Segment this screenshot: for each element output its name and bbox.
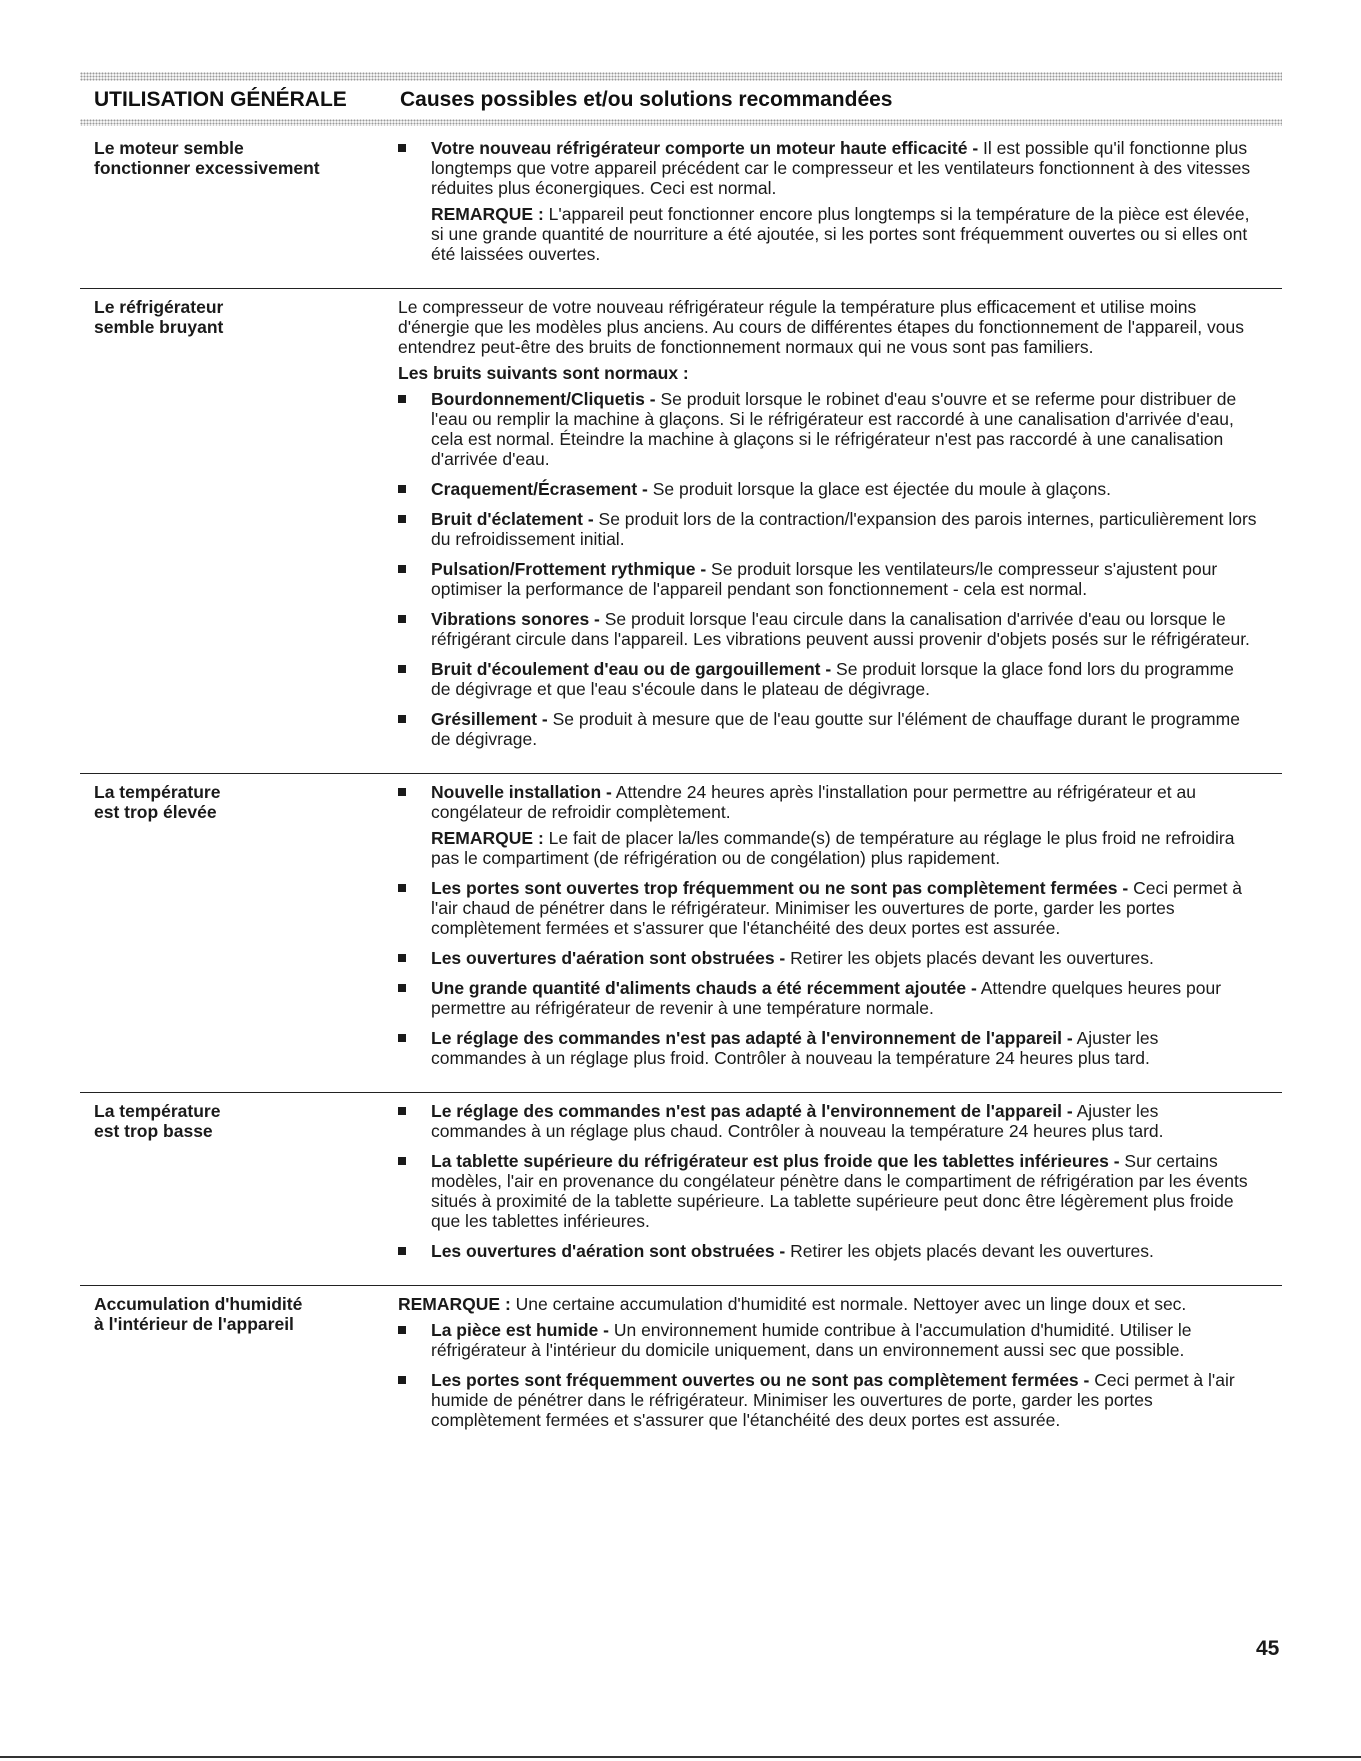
solution-item bbox=[398, 389, 1258, 469]
solutions-cell bbox=[398, 297, 1258, 759]
item-text: Attendre quelques heures pour permettre au réfrigérateur de revenir à une température normale. bbox=[431, 978, 1222, 1018]
square-bullet-icon bbox=[398, 515, 406, 523]
square-bullet-icon bbox=[398, 884, 406, 892]
solution-item bbox=[398, 878, 1258, 938]
item-text: Un environnement humide contribue à l'accumulation d'humidité. Utiliser le réfrigérateur à l'intérieur du domicile uniquement, dans un environnement aussi sec que possible. bbox=[431, 1320, 1192, 1360]
solutions-cell bbox=[398, 1294, 1258, 1440]
solutions-cell bbox=[398, 782, 1258, 1078]
solutions-cell bbox=[398, 1101, 1258, 1271]
solution-item bbox=[398, 948, 1258, 968]
item-text: Se produit lorsque la glace est éjectée du moule à glaçons. bbox=[647, 479, 1111, 499]
square-bullet-icon bbox=[398, 395, 406, 403]
item-heading: Le réglage des commandes n'est pas adapté à l'environnement de l'appareil - bbox=[431, 1101, 1073, 1121]
item-heading: Bruit d'écoulement d'eau ou de gargouillement - bbox=[431, 659, 832, 679]
item-text: Se produit lorsque le robinet d'eau s'ouvre et se referme pour distribuer de l'eau ou remplir la machine à glaçons. Si le réfrigérateur est raccordé à une canalisation d'arrivée d'eau, cela est normal. Éteindre la machine à glaçons si le réfrigérateur n'est pas raccordé à une canalisation d'arrivée d'eau. bbox=[431, 389, 1237, 469]
square-bullet-icon bbox=[398, 954, 406, 962]
problem-title: Accumulation d'humidité à l'intérieur de l'appareil bbox=[94, 1294, 303, 1334]
item-heading: Les ouvertures d'aération sont obstruées - bbox=[431, 1241, 786, 1261]
item-text: Il est possible qu'il fonctionne plus longtemps que votre appareil précédent car le compresseur et les ventilateurs fonctionnent à des vitesses réduites plus éconergiques. Ceci est normal. bbox=[431, 138, 1251, 198]
problem-row bbox=[80, 138, 1282, 288]
square-bullet-icon bbox=[398, 615, 406, 623]
subheading: Les bruits suivants sont normaux : bbox=[398, 363, 689, 383]
item-text: Une certaine accumulation d'humidité est normale. Nettoyer avec un linge doux et sec. bbox=[510, 1294, 1187, 1314]
solution-item bbox=[398, 1241, 1258, 1261]
remark-note bbox=[398, 204, 1258, 264]
item-heading: Une grande quantité d'aliments chauds a été récemment ajoutée - bbox=[431, 978, 977, 998]
solution-item bbox=[398, 659, 1258, 699]
item-text: Sur certains modèles, l'air en provenance du congélateur pénètre dans le compartiment de réfrigération par les évents situés à proximité de la tablette supérieure. La tablette supérieure peut donc être légèrement plus froide que les tablettes inférieures. bbox=[431, 1151, 1248, 1231]
item-heading: Bruit d'éclatement - bbox=[431, 509, 594, 529]
problem-row bbox=[80, 773, 1282, 1092]
solution-item bbox=[398, 1320, 1258, 1360]
item-heading: Vibrations sonores - bbox=[431, 609, 600, 629]
item-text: Se produit lorsque l'eau circule dans la canalisation d'arrivée d'eau ou lorsque le réfrigérant circule dans l'appareil. Les vibrations peuvent aussi provenir d'objets posés sur le réfrigérateur. bbox=[431, 609, 1250, 649]
item-heading: La pièce est humide - bbox=[431, 1320, 609, 1340]
square-bullet-icon bbox=[398, 144, 406, 152]
item-heading: Pulsation/Frottement rythmique - bbox=[431, 559, 707, 579]
solution-item bbox=[398, 709, 1258, 749]
item-text: Se produit lors de la contraction/l'expansion des parois internes, particulièrement lors du refroidissement initial. bbox=[431, 509, 1257, 549]
item-text: Se produit à mesure que de l'eau goutte sur l'élément de chauffage durant le programme de dégivrage. bbox=[431, 709, 1240, 749]
paragraph bbox=[398, 297, 1258, 357]
item-heading: REMARQUE : bbox=[431, 828, 544, 848]
page-bottom-rule bbox=[0, 1756, 1361, 1758]
item-text: Attendre 24 heures après l'installation pour permettre au réfrigérateur et au congélateur de refroidir complètement. bbox=[431, 782, 1196, 822]
item-heading: Nouvelle installation - bbox=[431, 782, 612, 802]
item-text: Retirer les objets placés devant les ouvertures. bbox=[785, 1241, 1154, 1261]
square-bullet-icon bbox=[398, 984, 406, 992]
header-top-rule bbox=[80, 72, 1282, 81]
item-heading: REMARQUE : bbox=[431, 204, 544, 224]
square-bullet-icon bbox=[398, 565, 406, 573]
solution-item bbox=[398, 978, 1258, 1018]
item-heading: Votre nouveau réfrigérateur comporte un moteur haute efficacité - bbox=[431, 138, 979, 158]
paragraph bbox=[398, 1294, 1258, 1314]
problem-title: La température est trop élevée bbox=[94, 782, 221, 822]
page-number: 45 bbox=[1256, 1637, 1280, 1660]
item-heading: La tablette supérieure du réfrigérateur est plus froide que les tablettes inférieures - bbox=[431, 1151, 1120, 1171]
solution-item bbox=[398, 509, 1258, 549]
problem-title: Le réfrigérateur semble bruyant bbox=[94, 297, 224, 337]
solution-item bbox=[398, 1151, 1258, 1231]
item-text: Le fait de placer la/les commande(s) de température au réglage le plus froid ne refroidira pas le compartiment (de réfrigération ou de congélation) plus rapidement. bbox=[431, 828, 1235, 868]
item-heading: REMARQUE : bbox=[398, 1294, 511, 1314]
item-text: Ceci permet à l'air chaud de pénétrer dans le réfrigérateur. Minimiser les ouvertures de porte, garder les portes complètement fermées et s'assurer que l'étanchéité des deux portes est assurée. bbox=[431, 878, 1243, 938]
square-bullet-icon bbox=[398, 1034, 406, 1042]
solution-item bbox=[398, 609, 1258, 649]
problem-row bbox=[80, 1092, 1282, 1285]
problem-title: La température est trop basse bbox=[94, 1101, 221, 1141]
item-heading: Les portes sont ouvertes trop fréquemment ou ne sont pas complètement fermées - bbox=[431, 878, 1129, 898]
solution-item bbox=[398, 138, 1258, 198]
square-bullet-icon bbox=[398, 788, 406, 796]
item-text: Ceci permet à l'air humide de pénétrer dans le réfrigérateur. Minimiser les ouvertures de porte, garder les portes complètement fermées et s'assurer que l'étanchéité des deux portes est assurée. bbox=[431, 1370, 1235, 1430]
solution-item bbox=[398, 559, 1258, 599]
solutions-cell bbox=[398, 138, 1258, 274]
item-heading: Craquement/Écrasement - bbox=[431, 479, 648, 499]
header-bottom-rule bbox=[80, 119, 1282, 126]
column-header-general-use: UTILISATION GÉNÉRALE bbox=[94, 88, 347, 111]
problem-title: Le moteur semble fonctionner excessivement bbox=[94, 138, 320, 178]
solution-item bbox=[398, 782, 1258, 822]
item-text: L'appareil peut fonctionner encore plus longtemps si la température de la pièce est élevée, si une grande quantité de nourriture a été ajoutée, si les portes sont fréquemment ouvertes ou si elles ont été laissées ouvertes. bbox=[431, 204, 1250, 264]
remark-note bbox=[398, 828, 1258, 868]
square-bullet-icon bbox=[398, 485, 406, 493]
solution-item bbox=[398, 1028, 1258, 1068]
item-text: Se produit lorsque la glace fond lors du programme de dégivrage et que l'eau s'écoule dans le plateau de dégivrage. bbox=[431, 659, 1234, 699]
square-bullet-icon bbox=[398, 1247, 406, 1255]
square-bullet-icon bbox=[398, 665, 406, 673]
item-heading: Les portes sont fréquemment ouvertes ou ne sont pas complètement fermées - bbox=[431, 1370, 1090, 1390]
solution-item bbox=[398, 1101, 1258, 1141]
item-text: Ajuster les commandes à un réglage plus chaud. Contrôler à nouveau la température 24 heures plus tard. bbox=[431, 1101, 1164, 1141]
item-text: Se produit lorsque les ventilateurs/le compresseur s'ajustent pour optimiser la performance de l'appareil pendant son fonctionnement - cela est normal. bbox=[431, 559, 1218, 599]
item-heading: Grésillement - bbox=[431, 709, 548, 729]
square-bullet-icon bbox=[398, 1157, 406, 1165]
square-bullet-icon bbox=[398, 1107, 406, 1115]
square-bullet-icon bbox=[398, 715, 406, 723]
column-header-causes-solutions: Causes possibles et/ou solutions recommandées bbox=[400, 88, 893, 111]
problem-row bbox=[80, 288, 1282, 773]
item-text: Retirer les objets placés devant les ouvertures. bbox=[785, 948, 1154, 968]
square-bullet-icon bbox=[398, 1326, 406, 1334]
solution-item bbox=[398, 1370, 1258, 1430]
problem-row bbox=[80, 1285, 1282, 1454]
item-text: Ajuster les commandes à un réglage plus froid. Contrôler à nouveau la température 24 heures plus tard. bbox=[431, 1028, 1159, 1068]
item-text: Le compresseur de votre nouveau réfrigérateur régule la température plus efficacement et utilise moins d'énergie que les modèles plus anciens. Au cours de différentes étapes du fonctionnement de l'appareil, vous entendrez peut-être des bruits de fonctionnement normaux qui ne vous sont pas familiers. bbox=[398, 297, 1244, 357]
item-heading: Les ouvertures d'aération sont obstruées - bbox=[431, 948, 786, 968]
solution-item bbox=[398, 479, 1258, 499]
troubleshooting-table bbox=[80, 138, 1282, 1454]
item-heading: Le réglage des commandes n'est pas adapté à l'environnement de l'appareil - bbox=[431, 1028, 1073, 1048]
item-heading: Bourdonnement/Cliquetis - bbox=[431, 389, 656, 409]
square-bullet-icon bbox=[398, 1376, 406, 1384]
